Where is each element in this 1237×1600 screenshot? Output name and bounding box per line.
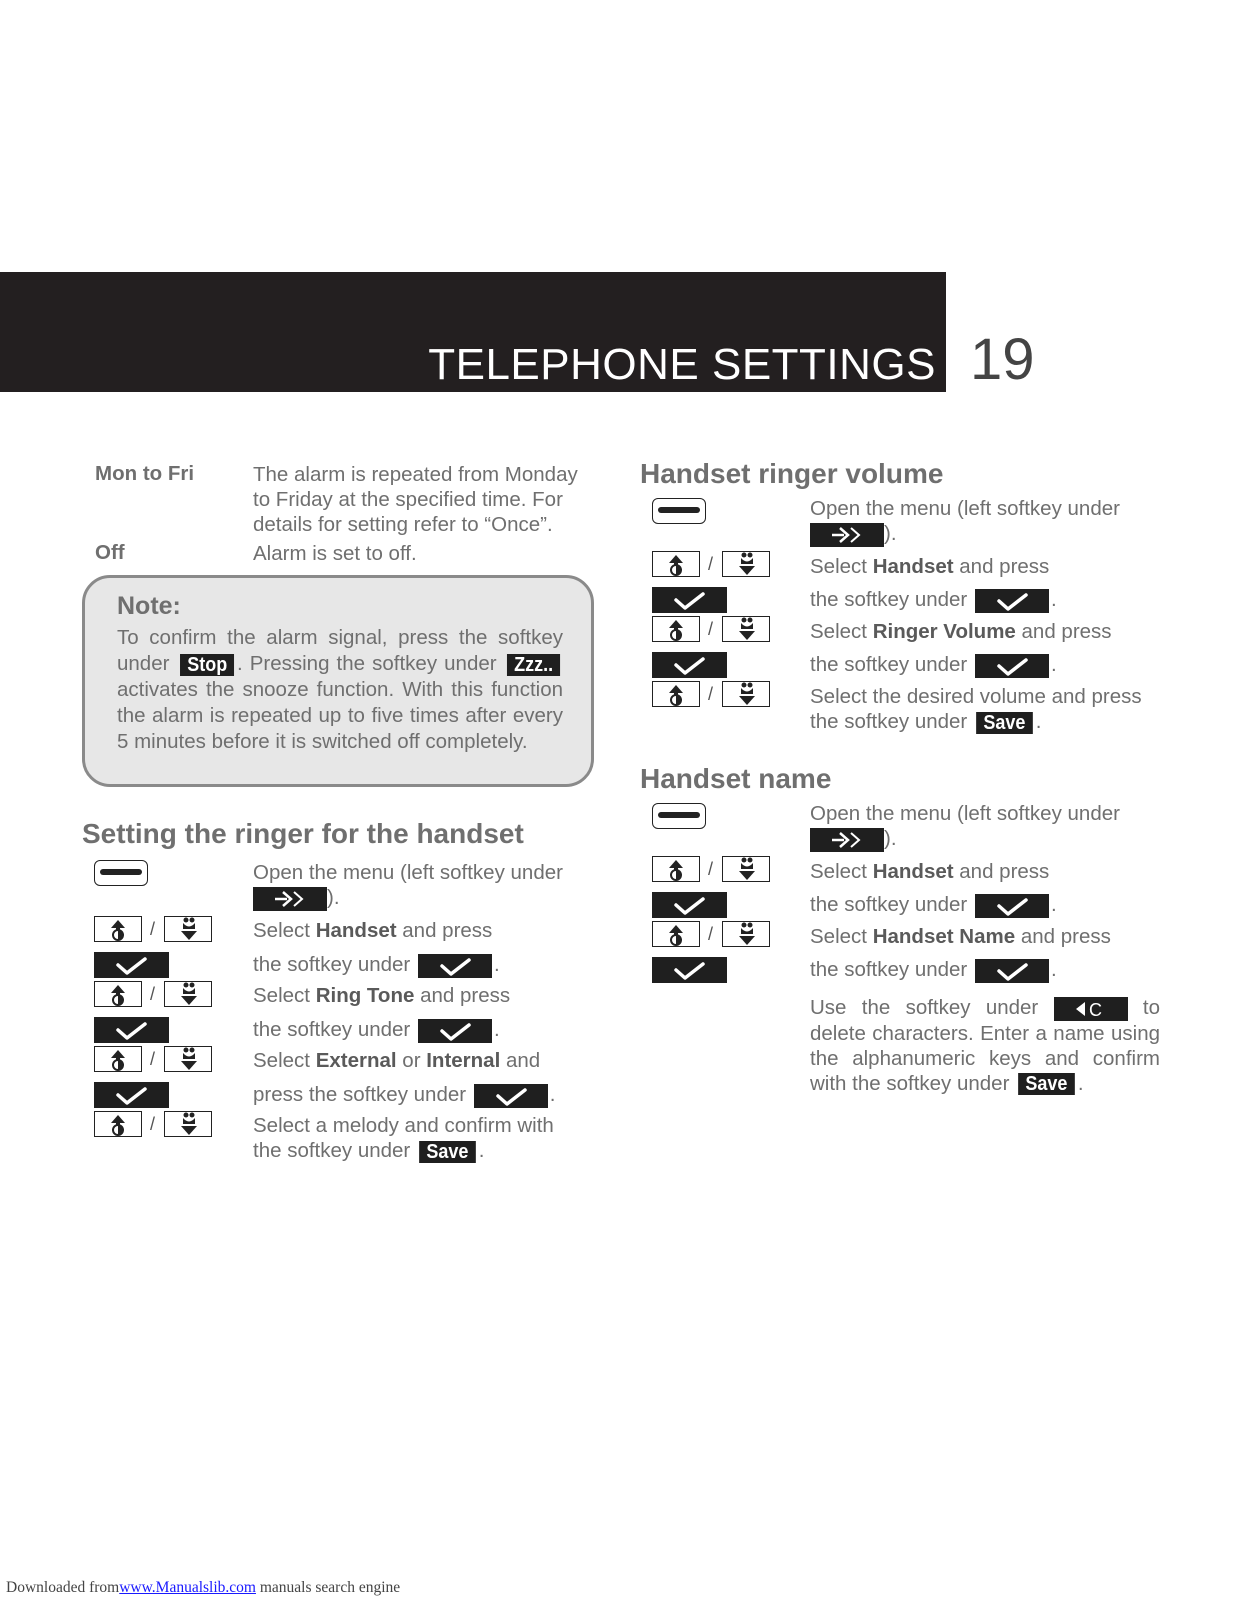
note-text-part: . Pressing the softkey under: [236, 652, 497, 675]
step-text: Select External or Internal and: [253, 1049, 541, 1072]
page-number: 19: [970, 327, 1035, 392]
footer-suffix: manuals search engine: [259, 1579, 401, 1596]
menu-key-icon: [652, 803, 706, 829]
note-title: Note:: [117, 592, 181, 620]
ok-key-icon: [94, 1082, 169, 1108]
alarm-option-description: The alarm is repeated from Monday to Friday at the specified time. For details for setting refer to “Once”.: [253, 463, 578, 536]
menu-key-icon: [94, 860, 148, 886]
note-text-part: activates the snooze function. With this function the alarm is repeated up to five times after every 5 minutes before it is switched off completely.: [117, 678, 563, 753]
step-text: the softkey under .: [253, 953, 500, 976]
checkmark-icon: [975, 894, 1049, 918]
alarm-option-term: Mon to Fri: [95, 462, 195, 485]
stop-softkey-label: Stop: [180, 654, 234, 676]
step-text: Open the menu (left softkey under ).: [810, 497, 1120, 545]
step-text: Select Handset and press: [810, 860, 1050, 883]
step-text: Select Handset and press: [253, 919, 493, 942]
menu-arrow-icon: [810, 523, 884, 547]
menu-key-icon: [652, 498, 706, 524]
note-text: [117, 625, 563, 755]
alarm-option-term: Off: [95, 541, 125, 564]
step-text: the softkey under .: [810, 893, 1057, 916]
step-text: Select the desired volume and press the softkey under Save .: [810, 685, 1142, 734]
backspace-clear-icon: [1054, 997, 1128, 1021]
step-text: Select Ring Tone and press: [253, 984, 511, 1007]
page-title: TELEPHONE SETTINGS: [428, 340, 936, 389]
section-heading: Handset name: [640, 763, 832, 794]
checkmark-icon: [975, 959, 1049, 983]
step-text: Select Ringer Volume and press: [810, 620, 1112, 643]
checkmark-icon: [975, 589, 1049, 613]
section-heading: Handset ringer volume: [640, 458, 944, 489]
header-bar: [0, 272, 946, 392]
step-text: Select a melody and confirm with the softkey under Save .: [253, 1114, 554, 1163]
nav-keys-icon: /: [652, 921, 774, 949]
ok-key-icon: [94, 952, 169, 978]
nav-keys-icon: /: [94, 1046, 216, 1074]
ok-key-icon: [652, 957, 727, 983]
ok-key-icon: [652, 587, 727, 613]
step-text: press the softkey under .: [253, 1083, 556, 1106]
alarm-option-description: Alarm is set to off.: [253, 542, 417, 565]
section-heading: Setting the ringer for the handset: [82, 818, 524, 849]
nav-keys-icon: /: [652, 856, 774, 884]
step-text: Select Handset and press: [810, 555, 1050, 578]
nav-keys-icon: /: [652, 551, 774, 579]
menu-arrow-icon: [810, 828, 884, 852]
nav-keys-icon: /: [94, 1111, 216, 1139]
footer: [6, 1579, 400, 1597]
note-text-part: To confirm the alarm signal, press the softkey under: [117, 626, 563, 675]
note-box: [82, 575, 594, 787]
footer-prefix: Downloaded from: [6, 1579, 120, 1596]
nav-keys-icon: /: [94, 916, 216, 944]
save-softkey-label: Save: [1018, 1073, 1074, 1095]
save-softkey-label: Save: [419, 1141, 475, 1163]
ok-key-icon: [94, 1017, 169, 1043]
checkmark-icon: [474, 1084, 548, 1108]
save-softkey-label: Save: [976, 712, 1032, 734]
step-text: the softkey under .: [810, 588, 1057, 611]
ok-key-icon: [652, 652, 727, 678]
menu-arrow-icon: [253, 887, 327, 911]
snooze-softkey-label: Zzz..: [507, 654, 560, 676]
step-text: Use the softkey under C to delete characters. Enter a name using the alphanumeric keys and confirm with the softkey under Save .: [810, 996, 1160, 1096]
step-text: the softkey under .: [253, 1018, 500, 1041]
nav-keys-icon: /: [652, 681, 774, 709]
manualslib-link[interactable]: www.Manualslib.com: [119, 1579, 256, 1596]
step-text: Open the menu (left softkey under ).: [810, 802, 1120, 850]
nav-keys-icon: /: [94, 981, 216, 1009]
ok-key-icon: [652, 892, 727, 918]
nav-keys-icon: /: [652, 616, 774, 644]
step-text: the softkey under .: [810, 958, 1057, 981]
svg-text:C: C: [1088, 999, 1102, 1018]
checkmark-icon: [975, 654, 1049, 678]
checkmark-icon: [418, 954, 492, 978]
checkmark-icon: [418, 1019, 492, 1043]
step-text: the softkey under .: [810, 653, 1057, 676]
step-text: Open the menu (left softkey under ).: [253, 861, 563, 909]
step-text: Select Handset Name and press: [810, 925, 1111, 948]
